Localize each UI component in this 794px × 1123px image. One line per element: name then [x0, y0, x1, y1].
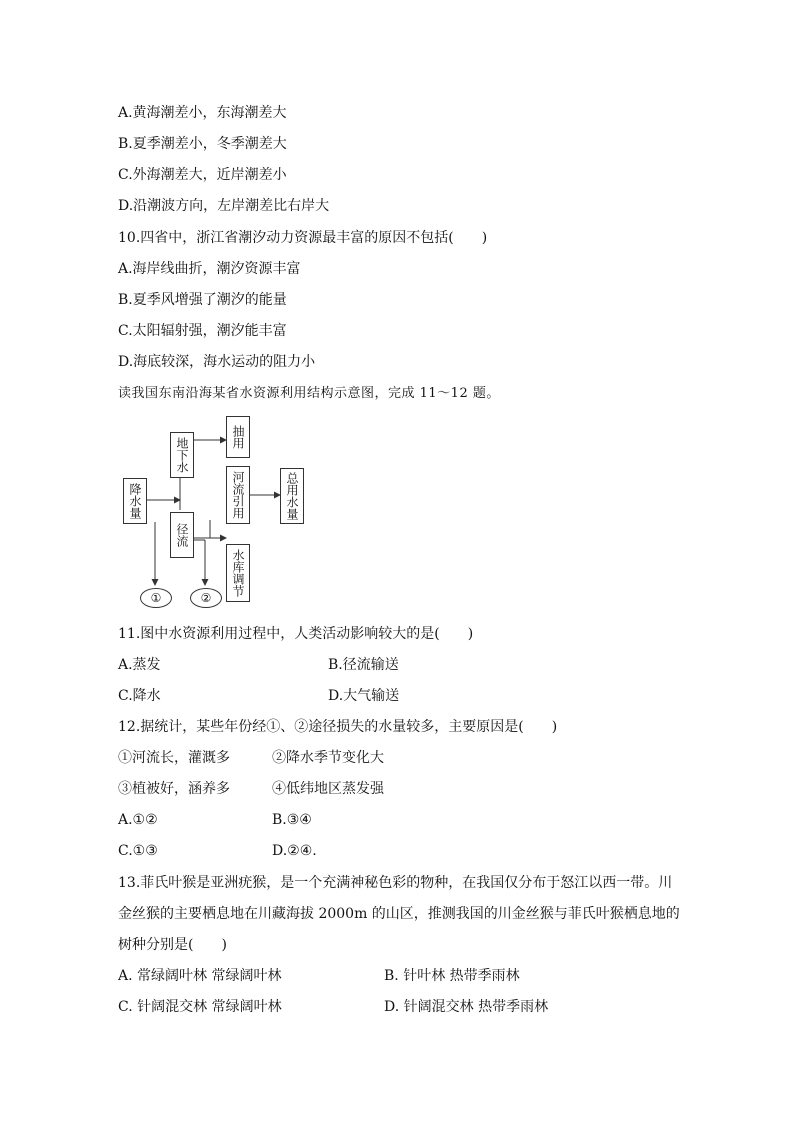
q12-option-b: B.③④	[272, 812, 312, 828]
q12-statement-1: ①河流长，灌溉多	[118, 750, 230, 766]
q13-stem-line-1: 13.菲氏叶猴是亚洲疣猴，是一个充满神秘色彩的物种，在我国仅分布于怒江以西一带。川	[118, 875, 673, 891]
q9-option-a: A.黄海潮差小，东海潮差大	[118, 105, 287, 121]
q11-stem: 11.图中水资源利用过程中，人类活动影响较大的是( )	[118, 626, 474, 642]
q11-option-b: B.径流输送	[328, 657, 399, 673]
box-precipitation: 降水量	[123, 478, 147, 524]
q12-statement-3: ③植被好，涵养多	[118, 781, 230, 797]
q9-option-d: D.沿潮波方向，左岸潮差比右岸大	[118, 198, 330, 214]
q13-option-c: C. 针阔混交林 常绿阔叶林	[118, 999, 282, 1015]
q13-option-a: A. 常绿阔叶林 常绿阔叶林	[118, 968, 282, 984]
q13-stem-line-2: 金丝猴的主要栖息地在川藏海拔 2000m 的山区，推测我国的川金丝猴与菲氏叶猴栖息地的	[118, 906, 680, 922]
q11-option-a: A.蒸发	[118, 657, 161, 673]
box-pumping: 抽用	[226, 416, 250, 458]
q10-option-c: C.太阳辐射强，潮汐能丰富	[118, 323, 287, 339]
q12-statement-4: ④低纬地区蒸发强	[272, 781, 384, 797]
box-river-use: 河流引用	[226, 466, 250, 524]
box-total-water: 总用水量	[280, 468, 304, 524]
q10-stem: 10.四省中，浙江省潮汐动力资源最丰富的原因不包括( )	[118, 230, 488, 246]
q9-option-c: C.外海潮差大，近岸潮差小	[118, 167, 287, 183]
circle-route-1: ①	[140, 588, 172, 608]
q10-option-a: A.海岸线曲折，潮汐资源丰富	[118, 261, 301, 277]
q9-option-b: B.夏季潮差小，冬季潮差大	[118, 136, 287, 152]
q12-statement-2: ②降水季节变化大	[272, 750, 384, 766]
q12-option-d: D.②④.	[272, 843, 317, 859]
q12-option-a: A.①②	[118, 812, 158, 828]
diagram-intro: 读我国东南沿海某省水资源利用结构示意图，完成 11～12 题。	[118, 386, 500, 401]
q12-option-c: C.①③	[118, 843, 158, 859]
q11-option-c: C.降水	[118, 688, 161, 704]
q10-option-d: D.海底较深，海水运动的阻力小	[118, 354, 316, 370]
box-reservoir: 水库调节	[226, 544, 250, 602]
q12-stem: 12.据统计，某些年份经①、②途径损失的水量较多，主要原因是( )	[118, 719, 558, 735]
q13-option-d: D. 针阔混交林 热带季雨林	[384, 999, 549, 1015]
q10-option-b: B.夏季风增强了潮汐的能量	[118, 292, 287, 308]
circle-route-2: ②	[190, 588, 222, 608]
q13-option-b: B. 针叶林 热带季雨林	[384, 968, 520, 984]
q13-stem-line-3: 树种分别是( )	[118, 937, 227, 953]
box-runoff: 径流	[170, 512, 194, 558]
q11-option-d: D.大气输送	[328, 688, 400, 704]
box-groundwater: 地下水	[170, 432, 194, 478]
